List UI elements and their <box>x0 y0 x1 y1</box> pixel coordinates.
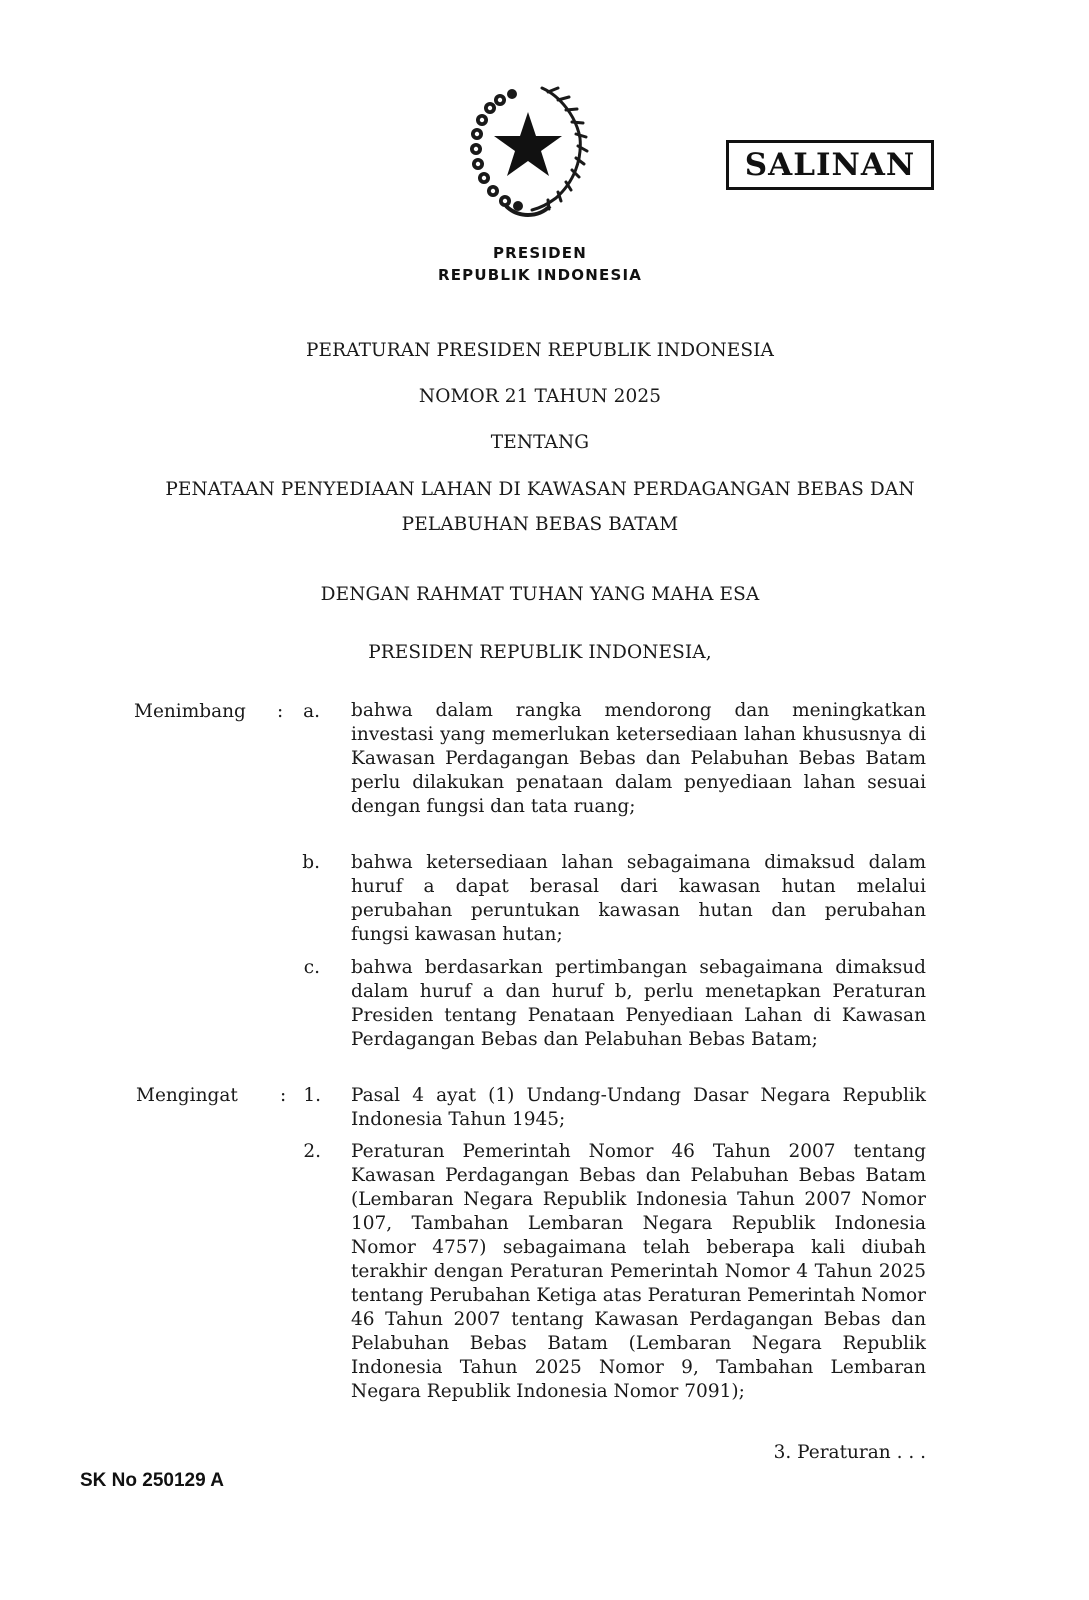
menimbang-label: Menimbang <box>134 701 246 722</box>
regulation-title: PERATURAN PRESIDEN REPUBLIK INDONESIA <box>305 340 775 361</box>
regulation-number: NOMOR 21 TAHUN 2025 <box>418 386 662 407</box>
mengingat-label: Mengingat <box>136 1085 238 1106</box>
office-name-line1: PRESIDEN <box>492 244 588 262</box>
invocation: DENGAN RAHMAT TUHAN YANG MAHA ESA <box>320 584 760 605</box>
salinan-stamp: SALINAN <box>726 140 934 190</box>
mengingat-item-2: Peraturan Pemerintah Nomor 46 Tahun 2007 tentang Kawasan Perdagangan Bebas dan Pelabuhan Bebas Batam (Lembaran Negara Republik Indonesia Tahun 2007 Nomor 107, Tambahan Lembaran Negara Republik Indonesia Nomor 4757) sebagaimana telah beberapa kali diubah terakhir dengan Peraturan Pemerintah Nomor 4 Tahun 2025 tentang Perubahan Ketiga atas Peraturan Pemerintah Nomor 46 Tahun 2007 tentang Kawasan Perdagangan Bebas dan Pelabuhan Bebas Batam (Lembaran Negara Republik Indonesia Tahun 2025 Nomor 9, Tambahan Lembaran Negara Republik Indonesia Nomor 7091); <box>351 1141 926 1402</box>
menimbang-marker-a: a. <box>303 701 320 722</box>
mengingat-colon: : <box>280 1085 287 1106</box>
mengingat-marker-2: 2. <box>303 1141 321 1162</box>
mengingat-marker-1: 1. <box>303 1085 321 1106</box>
menimbang-marker-b: b. <box>302 852 320 873</box>
menimbang-colon: : <box>277 701 284 722</box>
regulation-subject-line2: PELABUHAN BEBAS BATAM <box>401 514 679 535</box>
authority: PRESIDEN REPUBLIK INDONESIA, <box>368 642 712 663</box>
presidential-emblem-icon <box>460 78 596 220</box>
mengingat-item-1: Pasal 4 ayat (1) Undang-Undang Dasar Negara Republik Indonesia Tahun 1945; <box>351 1085 926 1130</box>
menimbang-item-c: bahwa berdasarkan pertimbangan sebagaimana dimaksud dalam huruf a dan huruf b, perlu menetapkan Peraturan Presiden tentang Penataan Penyediaan Lahan di Kawasan Perdagangan Bebas dan Pelabuhan Bebas Batam; <box>351 957 926 1050</box>
menimbang-item-b: bahwa ketersediaan lahan sebagaimana dimaksud dalam huruf a dapat berasal dari kawasan hutan melalui perubahan peruntukan kawasan hutan dan perubahan fungsi kawasan hutan; <box>351 852 926 945</box>
office-name-line2: REPUBLIK INDONESIA <box>437 266 643 284</box>
continuation-marker: 3. Peraturan . . . <box>773 1442 926 1463</box>
regulation-subject-line1: PENATAAN PENYEDIAAN LAHAN DI KAWASAN PERDAGANGAN BEBAS DAN <box>165 479 915 500</box>
menimbang-item-a: bahwa dalam rangka mendorong dan meningkatkan investasi yang memerlukan ketersediaan lahan khususnya di Kawasan Perdagangan Bebas dan Pelabuhan Bebas Batam perlu dilakukan penataan dalam penyediaan lahan sesuai dengan fungsi dan tata ruang; <box>351 700 926 817</box>
regulation-about: TENTANG <box>490 432 590 453</box>
menimbang-marker-c: c. <box>303 957 320 978</box>
document-code: SK No 250129 A <box>80 1470 224 1491</box>
